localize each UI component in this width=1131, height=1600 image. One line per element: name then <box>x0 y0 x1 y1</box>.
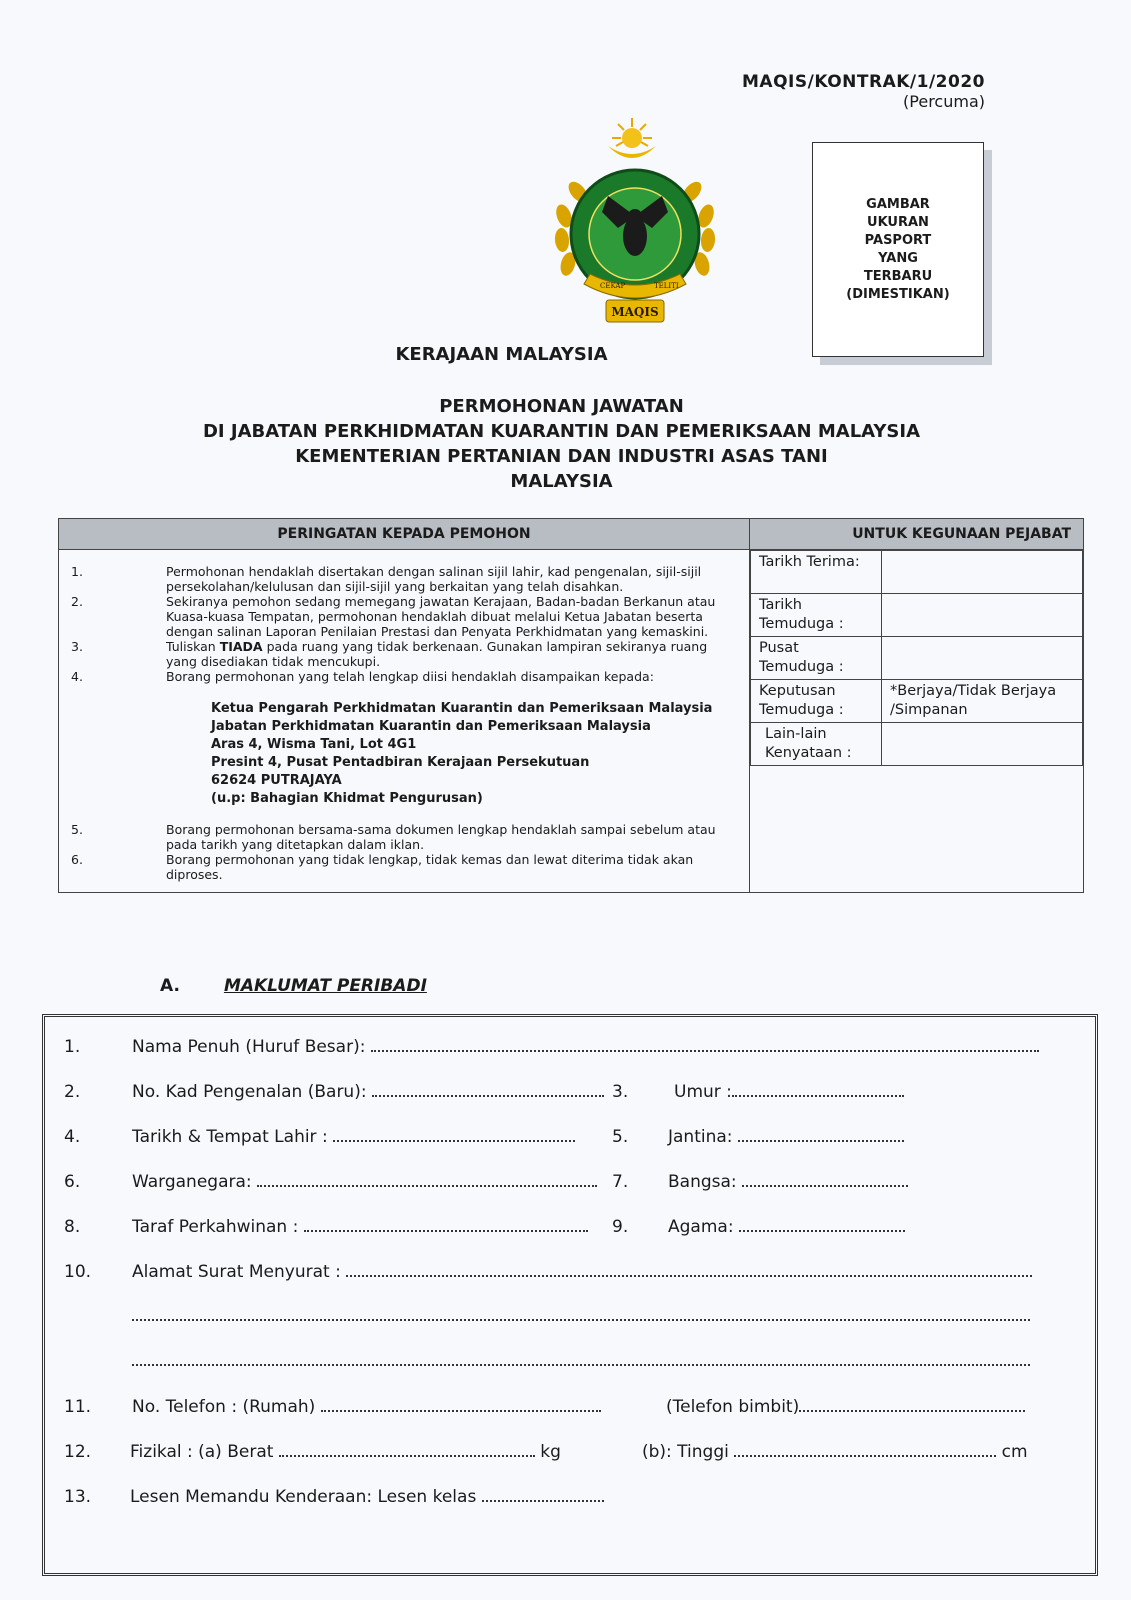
race-field[interactable] <box>668 1172 908 1192</box>
marital-status-field[interactable] <box>132 1217 588 1237</box>
mobile-phone-field[interactable] <box>666 1397 1025 1417</box>
form-title <box>0 394 1127 494</box>
office-label: Lain-lain Kenyataan : <box>751 723 882 766</box>
field-number: 12. <box>64 1442 92 1462</box>
reference-block <box>742 72 985 111</box>
field-number: 8. <box>64 1217 81 1237</box>
gender-field[interactable] <box>668 1127 904 1147</box>
notice-header: PERINGATAN KEPADA PEMOHON <box>59 519 750 550</box>
field-number: 5. <box>612 1127 629 1147</box>
passport-photo-box <box>812 142 984 357</box>
section-a-heading <box>160 976 427 996</box>
office-use-panel <box>750 550 1084 893</box>
field-number: 4. <box>64 1127 81 1147</box>
field-label: (Telefon bimbit) <box>666 1397 800 1417</box>
field-label: Fizikal : (a) Berat <box>130 1442 274 1462</box>
reference-note: (Percuma) <box>903 92 985 111</box>
photo-line: GAMBAR <box>866 196 930 212</box>
office-label: Tarikh Terima: <box>751 551 882 594</box>
age-field[interactable] <box>674 1082 904 1102</box>
religion-field[interactable] <box>668 1217 905 1237</box>
note-item: 4. Borang permohonan yang telah lengkap diisi hendaklah disampaikan kepada: <box>71 669 654 684</box>
reference-code: MAQIS/KONTRAK/1/2020 <box>742 72 985 92</box>
note-item: 6. Borang permohonan yang tidak lengkap, tidak kemas dan lewat diterima tidak akan diproses. <box>71 852 694 882</box>
unit-label: kg <box>540 1442 561 1462</box>
field-number: 2. <box>64 1082 81 1102</box>
section-a-letter: A. <box>160 976 180 996</box>
field-label: Alamat Surat Menyurat : <box>132 1262 341 1282</box>
form-title-line: PERMOHONAN JAWATAN <box>439 396 684 417</box>
photo-line: UKURAN <box>867 214 929 230</box>
field-number: 11. <box>64 1397 92 1417</box>
office-value-field[interactable] <box>882 637 1083 680</box>
emblem-motto-left: CEKAP <box>600 282 626 290</box>
note-item: 3. Tuliskan TIADA pada ruang yang tidak berkenaan. Gunakan lampiran sekiranya ruang yang disediakan tidak mencukupi. <box>71 639 708 669</box>
office-value-field[interactable] <box>882 723 1083 766</box>
field-number: 7. <box>612 1172 629 1192</box>
emblem-motto-right: TELITI <box>654 282 679 290</box>
ic-number-field[interactable] <box>132 1082 604 1102</box>
field-label: Taraf Perkahwinan : <box>132 1217 299 1237</box>
field-number: 1. <box>64 1037 81 1057</box>
field-label: (b): Tinggi <box>642 1442 729 1462</box>
field-label: Warganegara: <box>132 1172 252 1192</box>
full-name-field[interactable] <box>132 1037 1039 1057</box>
photo-line: PASPORT <box>864 232 932 248</box>
emblem-motto-bottom: MAQIS <box>611 305 659 319</box>
note-item: 2. Sekiranya pemohon sedang memegang jawatan Kerajaan, Badan-badan Berkanun atau Kuasa-kuasa Tempatan, permohonan hendaklah dibuat melalui Ketua Jabatan beserta dengan salinan Laporan Penilaian Prestasi dan Penyata Perkhidmatan yang kemaskini. <box>71 594 716 639</box>
office-label: Tarikh Temuduga : <box>751 594 882 637</box>
field-label: Nama Penuh (Huruf Besar): <box>132 1037 366 1057</box>
field-number: 10. <box>64 1262 92 1282</box>
field-number: 9. <box>612 1217 629 1237</box>
note-item: 1. Permohonan hendaklah disertakan dengan salinan sijil lahir, kad pengenalan, sijil-sijil persekolahan/kelulusan dan sijil-sijil yang berkaitan yang telah disahkan. <box>71 564 702 594</box>
office-value-field[interactable] <box>882 551 1083 594</box>
section-a-title: MAKLUMAT PERIBADI <box>223 976 427 996</box>
birth-date-place-field[interactable] <box>132 1127 575 1147</box>
office-use-header: UNTUK KEGUNAAN PEJABAT <box>750 519 1084 550</box>
citizenship-field[interactable] <box>132 1172 597 1192</box>
note-item: 5. Borang permohonan bersama-sama dokumen lengkap hendaklah sampai sebelum atau pada tarikh yang ditetapkan dalam iklan. <box>71 822 716 852</box>
form-title-line: KEMENTERIAN PERTANIAN DAN INDUSTRI ASAS TANI <box>295 446 828 467</box>
driving-license-field[interactable] <box>130 1487 604 1507</box>
mailing-address-line-3[interactable] <box>132 1351 1030 1371</box>
office-label: Pusat Temuduga : <box>751 637 882 680</box>
office-value-field[interactable]: *Berjaya/Tidak Berjaya /Simpanan <box>882 680 1083 723</box>
home-phone-field[interactable] <box>132 1397 601 1417</box>
height-field[interactable] <box>642 1442 1028 1462</box>
photo-line: YANG <box>878 250 918 266</box>
field-number: 3. <box>612 1082 629 1102</box>
unit-label: cm <box>1001 1442 1028 1462</box>
weight-field[interactable] <box>130 1442 561 1462</box>
office-label: Keputusan Temuduga : <box>751 680 882 723</box>
maqis-emblem <box>548 116 722 330</box>
government-heading: KERAJAAN MALAYSIA <box>395 344 608 365</box>
mailing-address-line-2[interactable] <box>132 1306 1030 1326</box>
photo-line: TERBARU <box>863 268 933 284</box>
form-title-line: MALAYSIA <box>510 471 613 492</box>
field-label: No. Telefon : (Rumah) <box>132 1397 316 1417</box>
field-label: Agama: <box>668 1217 734 1237</box>
field-label: Tarikh & Tempat Lahir : <box>132 1127 328 1147</box>
field-number: 6. <box>64 1172 81 1192</box>
field-number: 13. <box>64 1487 92 1507</box>
photo-line: (DIMESTIKAN) <box>846 286 950 302</box>
field-label: Jantina: <box>668 1127 733 1147</box>
office-value-field[interactable] <box>882 594 1083 637</box>
field-label: Umur : <box>674 1082 732 1102</box>
applicant-notes <box>59 550 750 893</box>
field-label: Bangsa: <box>668 1172 737 1192</box>
form-title-line: DI JABATAN PERKHIDMATAN KUARANTIN DAN PEMERIKSAAN MALAYSIA <box>202 421 920 442</box>
field-label: No. Kad Pengenalan (Baru): <box>132 1082 367 1102</box>
mailing-address-field[interactable] <box>132 1262 1032 1282</box>
field-label: Lesen Memandu Kenderaan: Lesen kelas <box>130 1487 477 1507</box>
submission-address: Ketua Pengarah Perkhidmatan Kuarantin dan Pemeriksaan Malaysia Jabatan Perkhidmatan Kuarantin dan Pemeriksaan Malaysia Aras 4, Wisma Tani, Lot 4G1 Presint 4, Pusat Pentadbiran Kerajaan Persekutuan 62624 PUTRAJAYA (u.p: Bahagian Khidmat Pengurusan) <box>211 701 713 806</box>
notice-table <box>58 518 1084 893</box>
